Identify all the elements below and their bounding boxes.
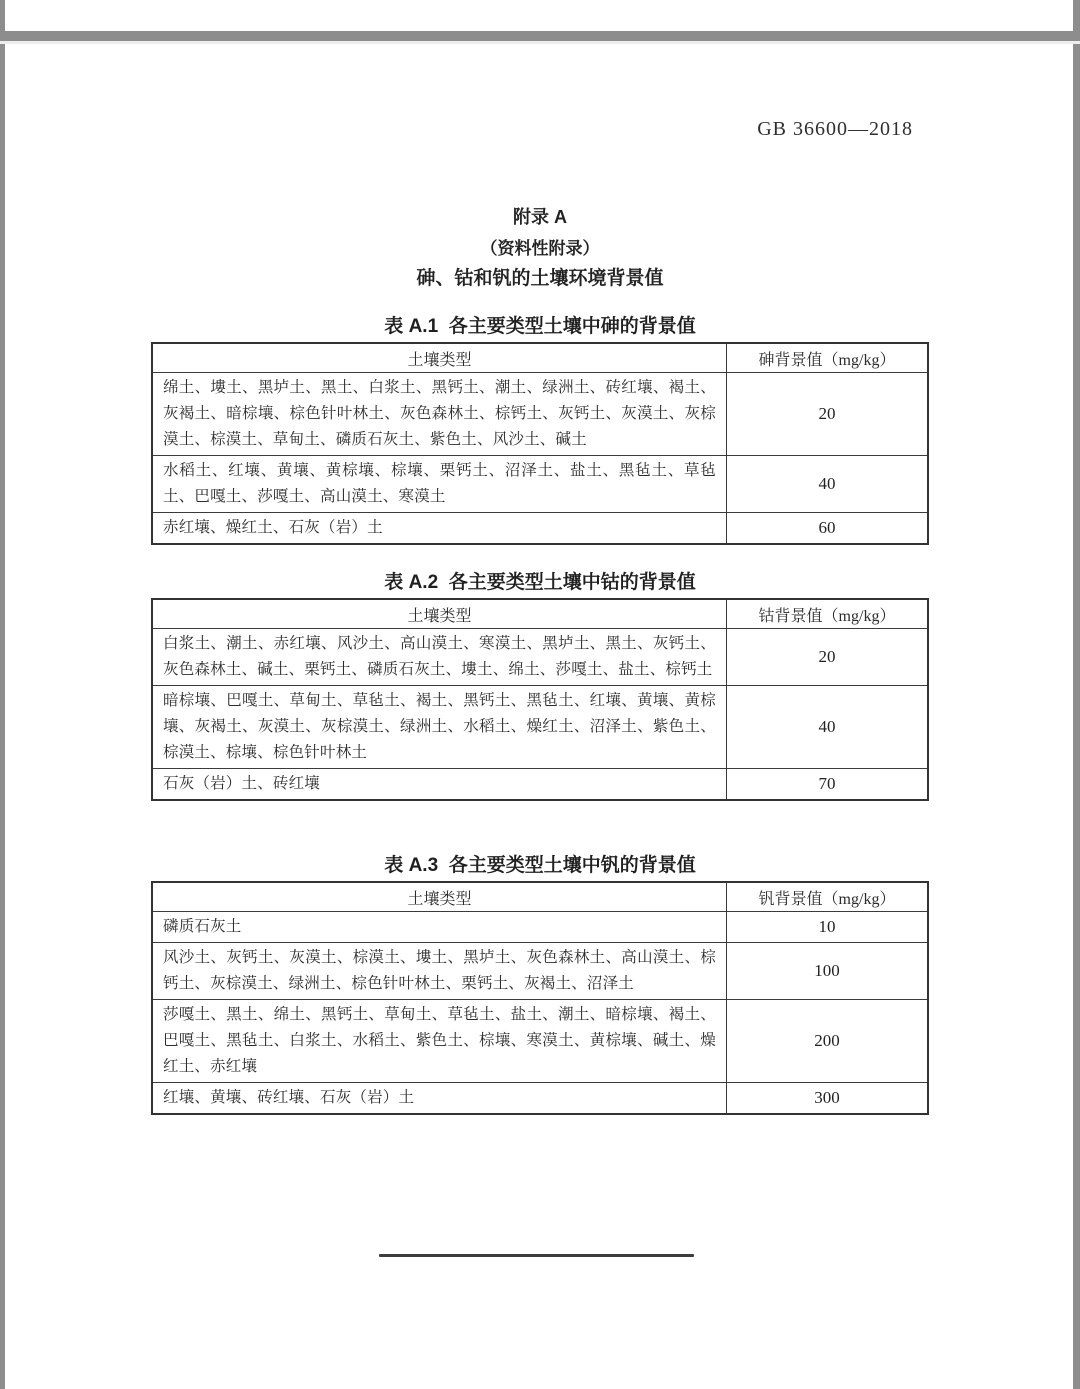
table-row (153, 1082, 927, 1113)
soil-types-cell: 白浆土、潮土、赤红壤、风沙土、高山漠土、寒漠土、黑垆土、黑土、灰钙土、灰色森林土、碱土、栗钙土、磷质石灰土、塿土、绵土、莎嘎土、盐土、棕钙土 (153, 629, 727, 685)
soil-types-cell: 石灰（岩）土、砖红壤 (153, 769, 727, 799)
table-caption: 表 A.3 各主要类型土壤中钒的背景值 (384, 855, 696, 876)
appendix-title: 砷、钴和钒的土壤环境背景值 (416, 268, 664, 289)
table-row (153, 628, 927, 685)
table-row (153, 911, 927, 942)
soil-types-cell: 磷质石灰土 (153, 912, 727, 942)
table-header-row (153, 344, 927, 372)
background-value-cell: 20 (818, 647, 836, 666)
table-row (153, 372, 927, 455)
soil-types-cell: 水稻土、红壤、黄壤、黄棕壤、棕壤、栗钙土、沼泽土、盐土、黑毡土、草毡土、巴嘎土、莎嘎土、高山漠土、寒漠土 (153, 456, 727, 512)
appendix-label: 附录 A (513, 207, 567, 227)
table-caption: 表 A.2 各主要类型土壤中钴的背景值 (384, 572, 696, 593)
table-header-row (153, 883, 927, 911)
soil-types-cell: 绵土、塿土、黑垆土、黑土、白浆土、黑钙土、潮土、绿洲土、砖红壤、褐土、灰褐土、暗棕壤、棕色针叶林土、灰色森林土、棕钙土、灰钙土、灰漠土、灰棕漠土、棕漠土、草甸土、磷质石灰土、紫色土、风沙土、碱土 (153, 373, 727, 455)
table-row (153, 455, 927, 512)
column-header-soil-type: 土壤类型 (153, 344, 727, 372)
background-value-cell: 20 (818, 404, 836, 423)
table-row (153, 512, 927, 543)
soil-types-cell: 赤红壤、燥红土、石灰（岩）土 (153, 513, 727, 543)
column-header-soil-type: 土壤类型 (153, 600, 727, 628)
soil-types-cell: 暗棕壤、巴嘎土、草甸土、草毡土、褐土、黑钙土、黑毡土、红壤、黄壤、黄棕壤、灰褐土、灰漠土、灰棕漠土、绿洲土、水稻土、燥红土、沼泽土、紫色土、棕漠土、棕壤、棕色针叶林土 (153, 686, 727, 768)
soil-types-cell: 风沙土、灰钙土、灰漠土、棕漠土、塿土、黑垆土、灰色森林土、高山漠土、棕钙土、灰棕漠土、绿洲土、棕色针叶林土、栗钙土、灰褐土、沼泽土 (153, 943, 727, 999)
table-row (153, 768, 927, 799)
soil-types-cell: 红壤、黄壤、砖红壤、石灰（岩）土 (153, 1083, 727, 1113)
background-value-cell: 60 (818, 518, 836, 537)
column-header-background-value: 钴背景值（mg/kg） (758, 607, 896, 625)
table-section (0, 850, 1080, 1115)
page-break-bar (0, 31, 1080, 41)
background-value-cell: 40 (818, 717, 836, 736)
background-value-cell: 200 (814, 1031, 840, 1050)
table-row (153, 942, 927, 999)
table-section (0, 311, 1080, 545)
table-row (153, 999, 927, 1082)
soil-table (151, 881, 929, 1115)
table-section (0, 567, 1080, 801)
background-value-cell: 40 (818, 474, 836, 493)
page-edge-shadow (0, 41, 1080, 44)
column-header-soil-type: 土壤类型 (153, 883, 727, 911)
appendix-type-note: （资料性附录） (480, 239, 600, 258)
footer-rule (379, 1254, 694, 1257)
background-value-cell: 10 (818, 917, 836, 936)
background-value-cell: 300 (814, 1088, 840, 1107)
standard-code: GB 36600—2018 (757, 118, 913, 140)
column-header-background-value: 砷背景值（mg/kg） (758, 351, 896, 369)
table-row (153, 685, 927, 768)
column-header-background-value: 钒背景值（mg/kg） (758, 890, 896, 908)
soil-table (151, 598, 929, 801)
background-value-cell: 70 (818, 774, 836, 793)
table-header-row (153, 600, 927, 628)
soil-table (151, 342, 929, 545)
background-value-cell: 100 (814, 961, 840, 980)
soil-types-cell: 莎嘎土、黑土、绵土、黑钙土、草甸土、草毡土、盐土、潮土、暗棕壤、褐土、巴嘎土、黑毡土、白浆土、水稻土、紫色土、棕壤、寒漠土、黄棕壤、碱土、燥红土、赤红壤 (153, 1000, 727, 1082)
table-caption: 表 A.1 各主要类型土壤中砷的背景值 (384, 316, 696, 337)
